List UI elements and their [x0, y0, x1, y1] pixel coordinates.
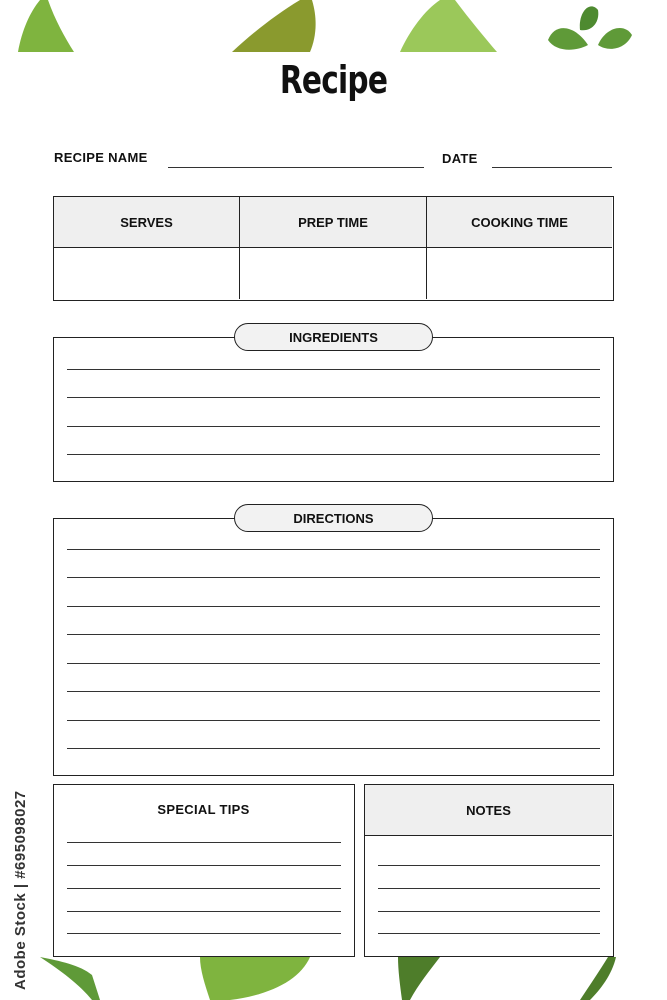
- stock-watermark: Adobe Stock | #695098027: [12, 790, 29, 990]
- directions-heading: DIRECTIONS: [234, 504, 433, 532]
- ingredients-line[interactable]: [67, 369, 600, 370]
- ingredients-line[interactable]: [67, 454, 600, 455]
- notes-line[interactable]: [378, 933, 600, 934]
- notes-line[interactable]: [378, 865, 600, 866]
- leaf-decoration-top: [0, 0, 667, 52]
- info-table: [53, 196, 614, 301]
- notes-line[interactable]: [378, 888, 600, 889]
- special-tips-heading: SPECIAL TIPS: [157, 802, 250, 817]
- notes-heading: NOTES: [365, 785, 612, 836]
- directions-line[interactable]: [67, 549, 600, 550]
- directions-line[interactable]: [67, 748, 600, 749]
- leaf-icon: [580, 6, 599, 30]
- special-tips-line[interactable]: [67, 911, 341, 912]
- leaf-icon: [18, 0, 74, 52]
- directions-line[interactable]: [67, 577, 600, 578]
- directions-line[interactable]: [67, 691, 600, 692]
- leaf-icon: [40, 957, 100, 1000]
- cooking-time-field[interactable]: [427, 248, 612, 299]
- directions-line[interactable]: [67, 663, 600, 664]
- ingredients-line[interactable]: [67, 397, 600, 398]
- cooking-time-header: COOKING TIME: [427, 197, 612, 248]
- special-tips-box: [53, 784, 355, 957]
- ingredients-heading: INGREDIENTS: [234, 323, 433, 351]
- notes-line[interactable]: [378, 911, 600, 912]
- leaf-icon: [398, 957, 440, 1000]
- special-tips-line[interactable]: [67, 842, 341, 843]
- serves-field[interactable]: [54, 248, 240, 299]
- special-tips-line[interactable]: [67, 933, 341, 934]
- directions-line[interactable]: [67, 634, 600, 635]
- leaf-icon: [598, 28, 632, 49]
- serves-header: SERVES: [54, 197, 240, 248]
- date-field[interactable]: [492, 167, 612, 168]
- leaf-icon: [548, 28, 588, 50]
- directions-line[interactable]: [67, 606, 600, 607]
- notes-box: [364, 784, 614, 957]
- leaf-icon: [232, 0, 316, 52]
- prep-time-header: PREP TIME: [240, 197, 427, 248]
- date-label: DATE: [442, 151, 478, 166]
- ingredients-line[interactable]: [67, 426, 600, 427]
- directions-box: [53, 518, 614, 776]
- leaf-decoration-bottom: [0, 955, 667, 1000]
- special-tips-line[interactable]: [67, 888, 341, 889]
- ingredients-box: [53, 337, 614, 482]
- recipe-name-label: RECIPE NAME: [54, 150, 148, 165]
- directions-line[interactable]: [67, 720, 600, 721]
- prep-time-field[interactable]: [240, 248, 427, 299]
- leaf-icon: [580, 957, 616, 1000]
- leaf-icon: [200, 957, 310, 1000]
- leaf-icon: [400, 0, 497, 52]
- recipe-name-field[interactable]: [168, 167, 424, 168]
- special-tips-line[interactable]: [67, 865, 341, 866]
- page-title: Recipe: [279, 58, 388, 102]
